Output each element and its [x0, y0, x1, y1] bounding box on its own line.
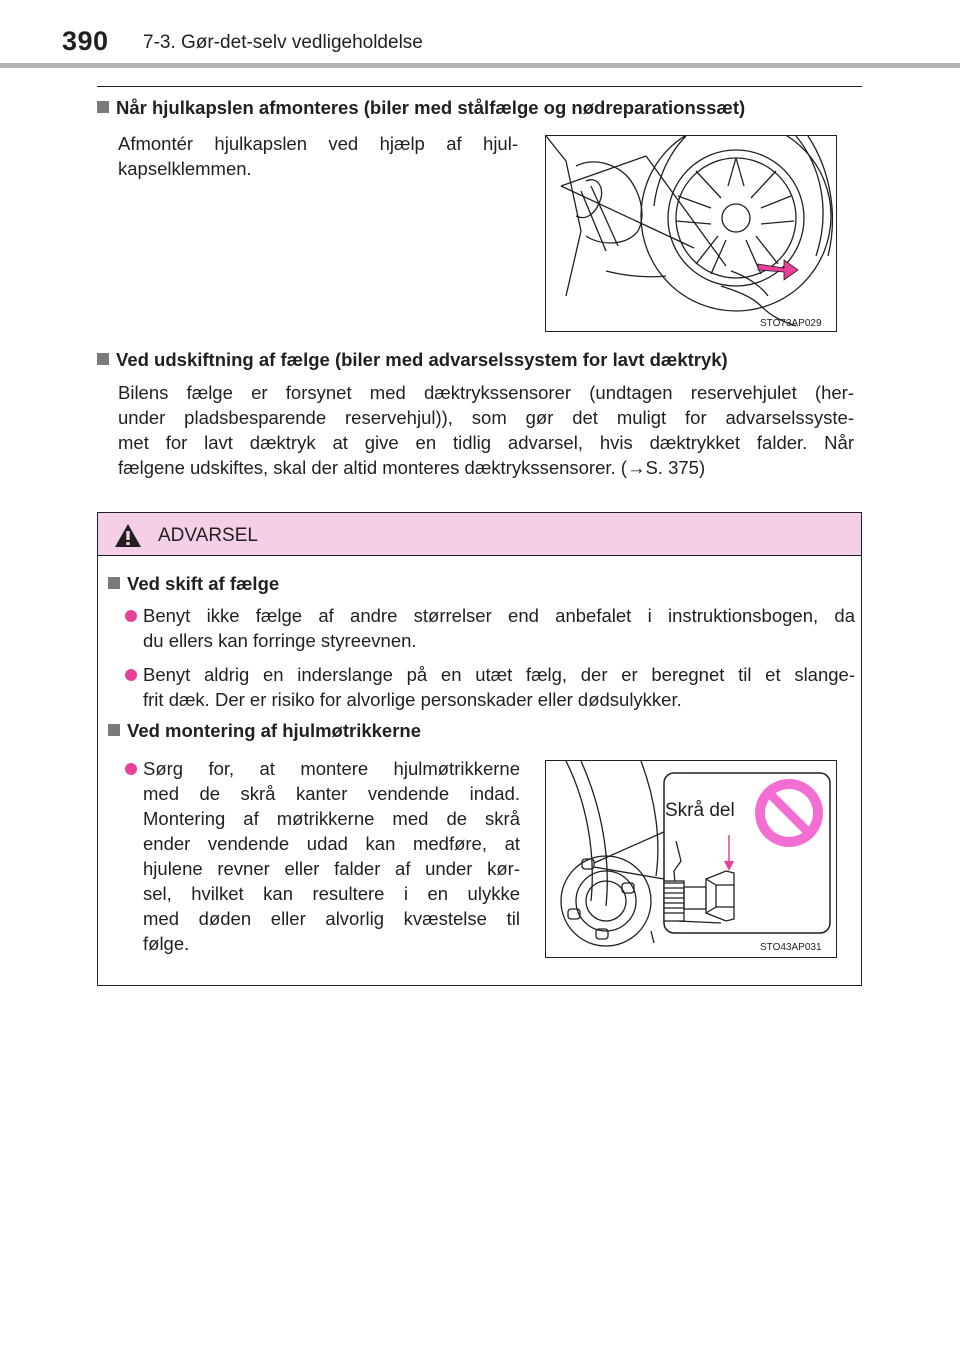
square-bullet-icon: [97, 353, 109, 365]
warning-bullet: [125, 603, 855, 653]
bullet-line: Sørg for, at montere hjulmøtrikkerne: [143, 758, 520, 779]
prohibited-icon: [755, 779, 823, 847]
header-rule: [0, 63, 960, 68]
warning-title: ADVARSEL: [158, 525, 258, 546]
paragraph-line: fælgene udskiftes, skal der altid monteres dæktrykssensorer. (→S. 375): [118, 457, 706, 478]
section-heading-rim-replacement: [97, 349, 728, 371]
section-heading-hubcap: [97, 97, 745, 119]
heading-text: Ved montering af hjulmøtrikkerne: [127, 720, 422, 741]
square-bullet-icon: [108, 577, 120, 589]
square-bullet-icon: [97, 101, 109, 113]
rim-replacement-paragraph: [118, 380, 854, 480]
warning-subheading-rim-change: [108, 573, 279, 595]
bullet-line: du ellers kan forringe styreevnen.: [143, 630, 417, 651]
paragraph-line: met for lavt dæktryk at give en tidlig advarsel, hvis dæktrykket falder. Når: [118, 432, 854, 453]
section-title: 7-3. Gør-det-selv vedligeholdelse: [143, 32, 423, 53]
round-bullet-icon: [125, 610, 137, 622]
bullet-line: hjulene revner eller falder af under kør-: [143, 858, 520, 879]
bullet-line: ender vendende udad kan medføre, at: [143, 833, 520, 854]
paragraph-line: Bilens fælge er forsynet med dæktrykssensorer (undtagen reservehjulet (her-: [118, 382, 854, 403]
figure-code: STO73AP029: [760, 318, 822, 329]
figure-code: STO43AP031: [760, 942, 822, 953]
hubcap-instruction-line: Afmontér hjulkapslen ved hjælp af hjul-: [118, 133, 518, 154]
hubcap-instruction-line: kapselklemmen.: [118, 158, 252, 179]
bullet-line: sel, hvilket kan resultere i en ulykke: [143, 883, 520, 904]
paragraph-line: under pladsbesparende reservehjul)), som gør det muligt for advarselssyste-: [118, 407, 854, 428]
warning-triangle-icon: [114, 523, 142, 553]
warning-subheading-wheel-nuts: [108, 720, 421, 742]
bullet-line: med døden eller alvorlig kvæstelse til: [143, 908, 520, 929]
page-number: 390: [62, 26, 109, 56]
hubcap-instruction: [118, 131, 518, 181]
heading-text: Ved skift af fælge: [127, 573, 280, 594]
content-top-rule: [97, 86, 862, 87]
bullet-line: Benyt aldrig en inderslange på en utæt fælg, der er beregnet til et slange-: [143, 664, 855, 685]
round-bullet-icon: [125, 763, 137, 775]
bullet-line: med de skrå kanter vendende indad.: [143, 783, 520, 804]
round-bullet-icon: [125, 669, 137, 681]
square-bullet-icon: [108, 724, 120, 736]
heading-text: Ved udskiftning af fælge (biler med advarselssystem for lavt dæktryk): [116, 349, 728, 370]
wheel-nut-illustration: [545, 760, 837, 958]
bullet-line: Benyt ikke fælge af andre størrelser end anbefalet i instruktionsbogen, da: [143, 605, 855, 626]
bullet-line: følge.: [143, 933, 190, 954]
bullet-line: Montering af møtrikkerne med de skrå: [143, 808, 520, 829]
warning-bullet: [125, 756, 520, 956]
bullet-line: frit dæk. Der er risiko for alvorlige personskader eller dødsulykker.: [143, 689, 682, 710]
figure-callout: Skrå del: [665, 800, 735, 821]
hubcap-removal-illustration: [545, 135, 837, 332]
warning-bullet: [125, 662, 855, 712]
heading-text: Når hjulkapslen afmonteres (biler med stålfælge og nødreparationssæt): [116, 97, 746, 118]
